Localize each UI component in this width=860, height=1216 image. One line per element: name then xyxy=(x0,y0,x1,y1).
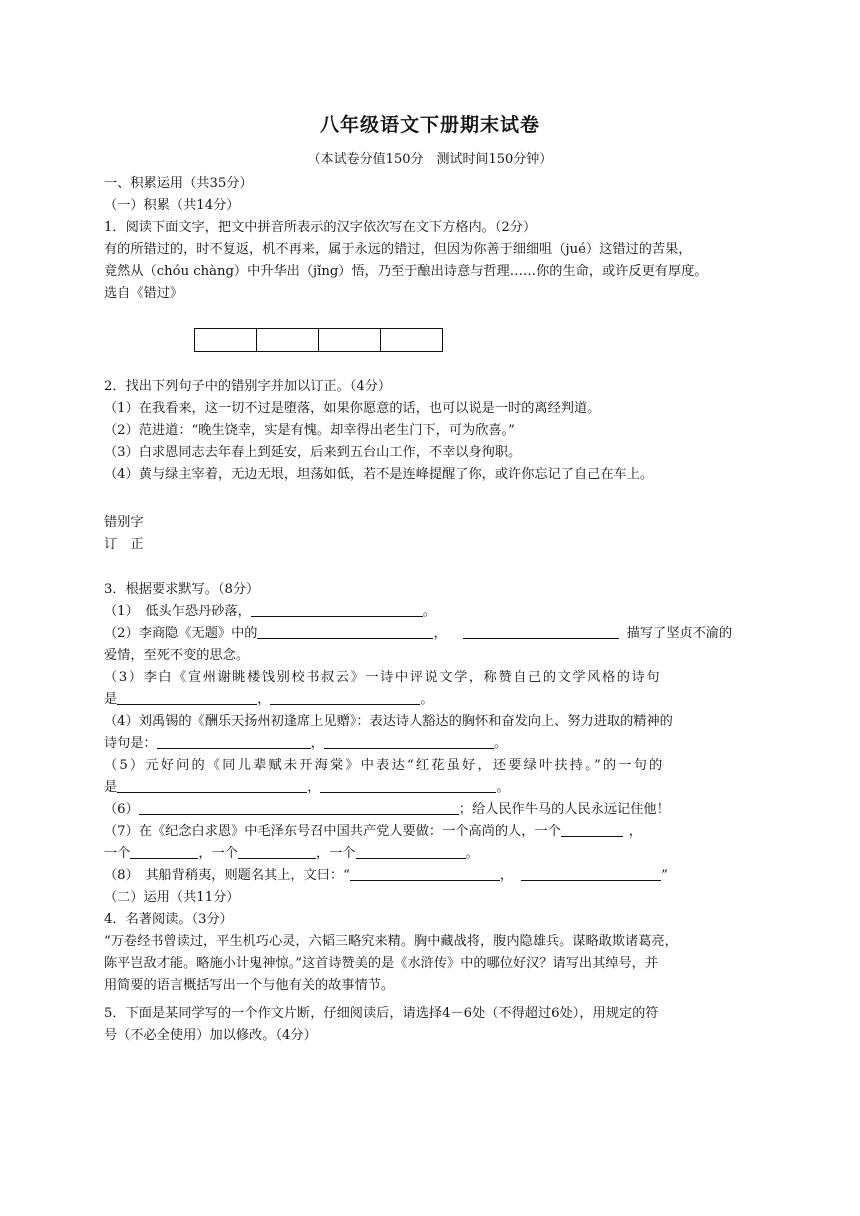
item-text: ， xyxy=(257,692,271,707)
question-1-prompt: 1．阅读下面文字，把文中拼音所表示的汉字依次写在文下方格内。（2分） xyxy=(104,220,537,235)
answer-box[interactable] xyxy=(380,328,443,352)
item-text: ；给人民作牛马的人民永远记住他！ xyxy=(458,802,670,817)
fill-blank[interactable] xyxy=(251,602,423,617)
question-4-text-line: 用简要的语言概括写出一个与他有关的故事情节。 xyxy=(104,978,395,993)
question-5-prompt: 5．下面是某同学写的一个作文片断，仔细阅读后，请选择4－6处（不得超过6处），用规定的符 xyxy=(104,1006,659,1021)
page-subtitle: （本试卷分值150分 测试时间150分钟） xyxy=(307,152,553,167)
item-text: ， xyxy=(307,780,321,795)
item-text: （6） xyxy=(104,802,139,817)
question-1-text-line: 竟然从（chóu chàng）中升华出（jǐng）悟，乃至于酿出诗意与哲理……你的生命，或许反更有厚度。 xyxy=(104,264,708,279)
item-text: 描写了坚贞不渝的 xyxy=(626,626,733,641)
item-text: ， xyxy=(433,626,447,641)
fill-blank[interactable] xyxy=(117,778,307,793)
fill-blank[interactable] xyxy=(157,734,311,749)
question-4-text-line: 陈平岂敌才能。略施小计鬼神惊。”这首诗赞美的是《水浒传》中的哪位好汉？请写出其绰号，并 xyxy=(104,956,659,971)
question-5-prompt-cont: 号（不必全使用）加以修改。（4分） xyxy=(104,1028,317,1043)
page-title: 八年级语文下册期末试卷 xyxy=(319,114,540,136)
question-3-item-1 xyxy=(104,602,760,622)
fill-blank[interactable] xyxy=(139,800,459,815)
fill-blank[interactable] xyxy=(270,690,420,705)
item-text: （8） 其船背稍夷，则题名其上，文曰：“ xyxy=(104,868,350,883)
question-3-item-5: （5）元好问的《同儿辈赋未开海棠》中表达“红花虽好，还要绿叶扶持。”的一句的 xyxy=(104,758,665,773)
question-3-item-3: （3）李白《宣州谢眺楼饯别校书叔云》一诗中评说文学，称赞自己的文学风格的诗句 xyxy=(104,670,662,685)
item-text: ” xyxy=(661,868,668,883)
answer-box[interactable] xyxy=(318,328,381,352)
question-3-item-4-cont xyxy=(104,734,760,754)
item-text: 是 xyxy=(104,780,118,795)
item-text: ，一个 xyxy=(198,846,238,861)
item-text: 。 xyxy=(422,604,437,619)
question-2-item: （4）黄与绿主宰着，无边无垠，坦荡如低，若不是连峰提醒了你，或许你忘记了自己在车上。 xyxy=(104,467,654,482)
answer-box-grid xyxy=(194,328,443,352)
item-text: ， xyxy=(499,868,514,883)
question-2-item: （2）范进道：“晚生饶幸，实是有愧。却幸得出老生门下，可为欣喜。” xyxy=(104,423,515,438)
question-1-source: 选自《错过》 xyxy=(104,286,184,301)
question-3-item-6 xyxy=(104,800,760,820)
item-text: ，一个 xyxy=(315,846,356,861)
fill-blank[interactable] xyxy=(117,690,257,705)
fill-blank[interactable] xyxy=(324,734,494,749)
question-3-item-7-cont xyxy=(104,844,760,864)
question-3-item-4: （4）刘禹锡的《酬乐天扬州初逢席上见赠》：表达诗人豁达的胸怀和奋发向上、努力进取的精神的 xyxy=(104,714,673,729)
item-text: （1） 低头乍恐丹砂落， xyxy=(104,604,251,619)
answer-box[interactable] xyxy=(256,328,319,352)
item-text: 。 xyxy=(420,692,434,707)
question-3-item-2-cont: 爱情，至死不变的思念。 xyxy=(104,648,250,663)
subsection-heading: （一）积累（共14分） xyxy=(104,198,240,213)
fill-blank[interactable] xyxy=(257,624,433,639)
fill-blank[interactable] xyxy=(320,778,496,793)
fill-blank[interactable] xyxy=(350,866,500,881)
item-text: （7）在《纪念白求恩》中毛泽东号召中国共产党人要做：一个高尚的人，一个 xyxy=(104,824,561,839)
item-text: 是 xyxy=(104,692,118,707)
section-heading: 一、积累运用（共35分） xyxy=(104,176,253,191)
subsection-heading: （二）运用（共11分） xyxy=(104,890,240,905)
item-text: ， xyxy=(310,736,324,751)
fill-blank[interactable] xyxy=(521,866,661,881)
question-1-text-line: 有的所错过的，时不复返，机不再来，属于永远的错过，但因为你善于细细咀（jué）这错过的苦果， xyxy=(104,242,692,257)
item-text: 。 xyxy=(496,780,510,795)
question-4-prompt: 4．名著阅读。（3分） xyxy=(104,912,233,927)
correction-label: 订 正 xyxy=(104,537,144,552)
item-text: 诗句是： xyxy=(104,736,157,751)
fill-blank[interactable] xyxy=(356,844,466,859)
question-3-item-7 xyxy=(104,822,760,842)
fill-blank[interactable] xyxy=(130,844,198,859)
item-text: ， xyxy=(628,824,642,839)
question-3-prompt: 3．根据要求默写。（8分） xyxy=(104,582,260,597)
question-2-item: （1）在我看来，这一切不过是堕落，如果你愿意的话，也可以说是一时的离经判道。 xyxy=(104,401,601,416)
answer-box[interactable] xyxy=(194,328,257,352)
wrong-char-label: 错别字 xyxy=(104,515,144,530)
question-3-item-8 xyxy=(104,866,760,886)
fill-blank[interactable] xyxy=(463,624,619,639)
item-text: 。 xyxy=(465,846,479,861)
question-2-item: （3）白求恩同志去年春上到延安，后来到五台山工作，不幸以身徇职。 xyxy=(104,445,522,460)
question-3-item-3-cont xyxy=(104,690,760,710)
question-3-item-2 xyxy=(104,624,760,644)
fill-blank[interactable] xyxy=(238,844,316,859)
question-4-text-line: “万卷经书曾读过，平生机巧心灵，六韬三略究来精。胸中藏战将，腹内隐雄兵。谋略敢欺诸葛亮， xyxy=(104,934,678,949)
item-text: 。 xyxy=(493,736,508,751)
fill-blank[interactable] xyxy=(561,822,623,837)
question-3-item-5-cont xyxy=(104,778,760,798)
item-text: （2）李商隐《无题》中的 xyxy=(104,626,258,641)
item-text: 一个 xyxy=(104,846,131,861)
question-2-prompt: 2．找出下列句子中的错别字并加以订正。（4分） xyxy=(104,379,392,394)
